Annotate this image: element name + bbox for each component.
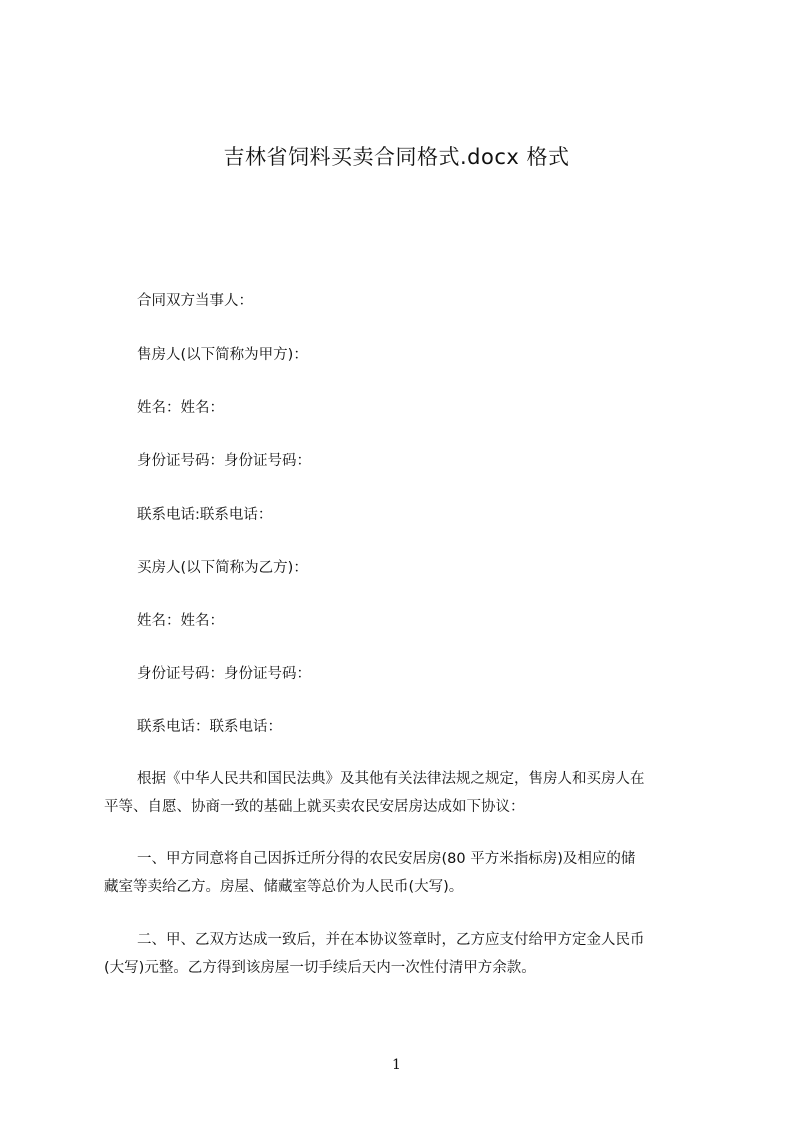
paragraph-continuation-line: 平等、自愿、协商一致的基础上就买卖农民安居房达成如下协议： — [104, 799, 525, 815]
paragraph-clause-1 — [104, 845, 699, 901]
page-number: 1 — [392, 1057, 401, 1073]
paragraph-continuation-line: 藏室等卖给乙方。房屋、储藏室等总价为人民币(大写)。 — [104, 879, 464, 895]
paragraph-first-line: 根据《中华人民共和国民法典》及其他有关法律法规之规定，售房人和买房人在 — [137, 771, 645, 787]
buyer-heading-line: 买房人(以下简称为乙方)： — [137, 560, 308, 576]
paragraph-first-line: 二、甲、乙双方达成一致后，并在本协议签章时，乙方应支付给甲方定金人民币 — [137, 932, 645, 948]
buyer-name-line: 姓名：姓名： — [137, 613, 224, 629]
paragraph-legal-basis — [104, 765, 699, 821]
seller-heading-line: 售房人(以下简称为甲方)： — [137, 347, 308, 363]
paragraph-first-line: 一、甲方同意将自己因拆迁所分得的农民安居房(80 平方米指标房)及相应的储 — [137, 851, 636, 867]
seller-name-line: 姓名：姓名： — [137, 400, 224, 416]
paragraph-continuation-line: (大写)元整。乙方得到该房屋一切手续后天内一次性付清甲方余款。 — [104, 960, 536, 976]
party-intro-line: 合同双方当事人： — [137, 293, 253, 309]
paragraph-clause-2 — [104, 926, 699, 982]
seller-phone-line: 联系电话:联系电话： — [137, 507, 273, 523]
document-title: 吉林省饲料买卖合同格式.docx 格式 — [223, 145, 570, 169]
buyer-id-line: 身份证号码：身份证号码： — [137, 666, 311, 682]
seller-id-line: 身份证号码：身份证号码： — [137, 453, 311, 469]
buyer-phone-line: 联系电话：联系电话： — [137, 719, 282, 735]
